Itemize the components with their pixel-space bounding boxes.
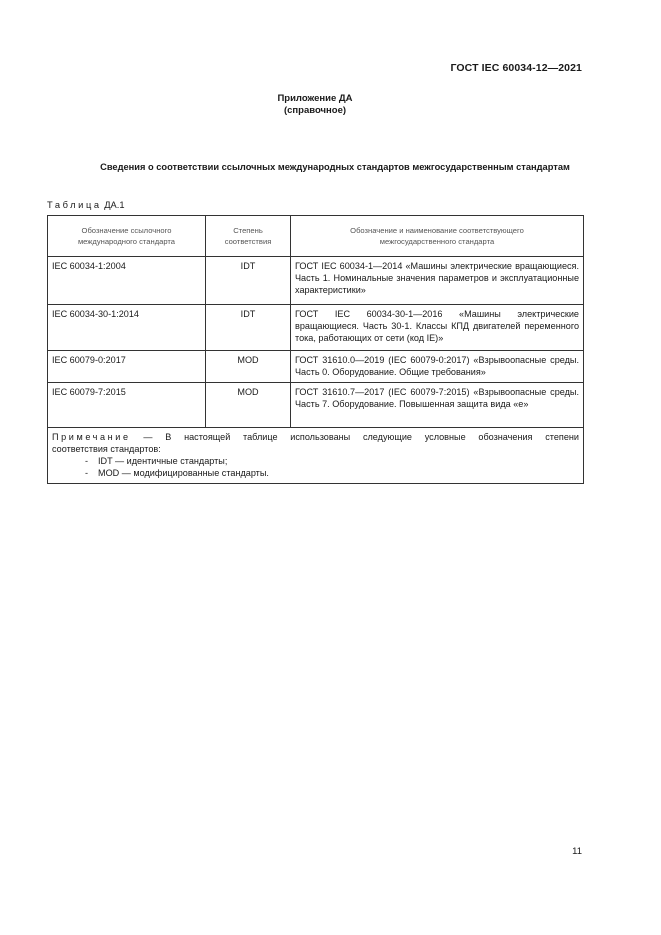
note-line	[52, 431, 579, 443]
note-list-item: - MOD — модифицированные стандарты.	[85, 468, 269, 478]
cell-name: ГОСТ 31610.7—2017 (IEC 60079-7:2015) «Взрывоопасные среды. Часть 7. Оборудование. Повышенная защита вида «е»	[291, 383, 584, 428]
cell-ref: IEC 60034-30-1:2014	[48, 305, 206, 351]
table-row	[48, 383, 584, 428]
table-note	[48, 428, 584, 484]
table-note-row	[48, 428, 584, 484]
cell-degree: IDT	[206, 257, 291, 305]
table-row	[48, 305, 584, 351]
header-degree: Степень соответствия	[206, 216, 291, 257]
note-label: Примечание	[52, 432, 131, 442]
page-number: 11	[572, 846, 582, 857]
standard-number: ГОСТ IEC 60034-12—2021	[450, 62, 582, 74]
cell-ref: IEC 60079-7:2015	[48, 383, 206, 428]
annex-title: Приложение ДА	[277, 93, 353, 104]
table-label-word: Таблица	[47, 200, 102, 210]
cell-name: ГОСТ IEC 60034-30-1—2016 «Машины электрические вращающиеся. Часть 30-1. Классы КПД двигателей переменного тока, работающих от сети (код IE)»	[291, 305, 584, 351]
cell-ref: IEC 60079-0:2017	[48, 351, 206, 383]
note-text: — В настоящей таблице использованы следующие условные обозначения степени	[143, 432, 579, 442]
header-ref-standard: Обозначение ссылочного международного стандарта	[48, 216, 206, 257]
table-row	[48, 257, 584, 305]
note-list-item: - IDT — идентичные стандарты;	[85, 456, 228, 466]
table-label-number: ДА.1	[104, 200, 125, 210]
cell-name: ГОСТ IEC 60034-1—2014 «Машины электрические вращающиеся. Часть 1. Номинальные значения параметров и эксплуатационные характеристики»	[291, 257, 584, 305]
table-header-row	[48, 216, 584, 257]
cell-ref: IEC 60034-1:2004	[48, 257, 206, 305]
standards-correspondence-table	[47, 215, 584, 484]
cell-degree: IDT	[206, 305, 291, 351]
cell-name: ГОСТ 31610.0—2019 (IEC 60079-0:2017) «Взрывоопасные среды. Часть 0. Оборудование. Общие требования»	[291, 351, 584, 383]
cell-degree: MOD	[206, 383, 291, 428]
cell-degree: MOD	[206, 351, 291, 383]
annex-type: (справочное)	[283, 105, 347, 116]
note-text-continued: соответствия стандартов:	[52, 444, 161, 454]
table-row	[48, 351, 584, 383]
section-title: Сведения о соответствии ссылочных международных стандартов межгосударственным стандартам	[100, 162, 570, 172]
header-interstate-standard: Обозначение и наименование соответствующего межгосударственного стандарта	[291, 216, 584, 257]
table-label	[47, 200, 125, 210]
